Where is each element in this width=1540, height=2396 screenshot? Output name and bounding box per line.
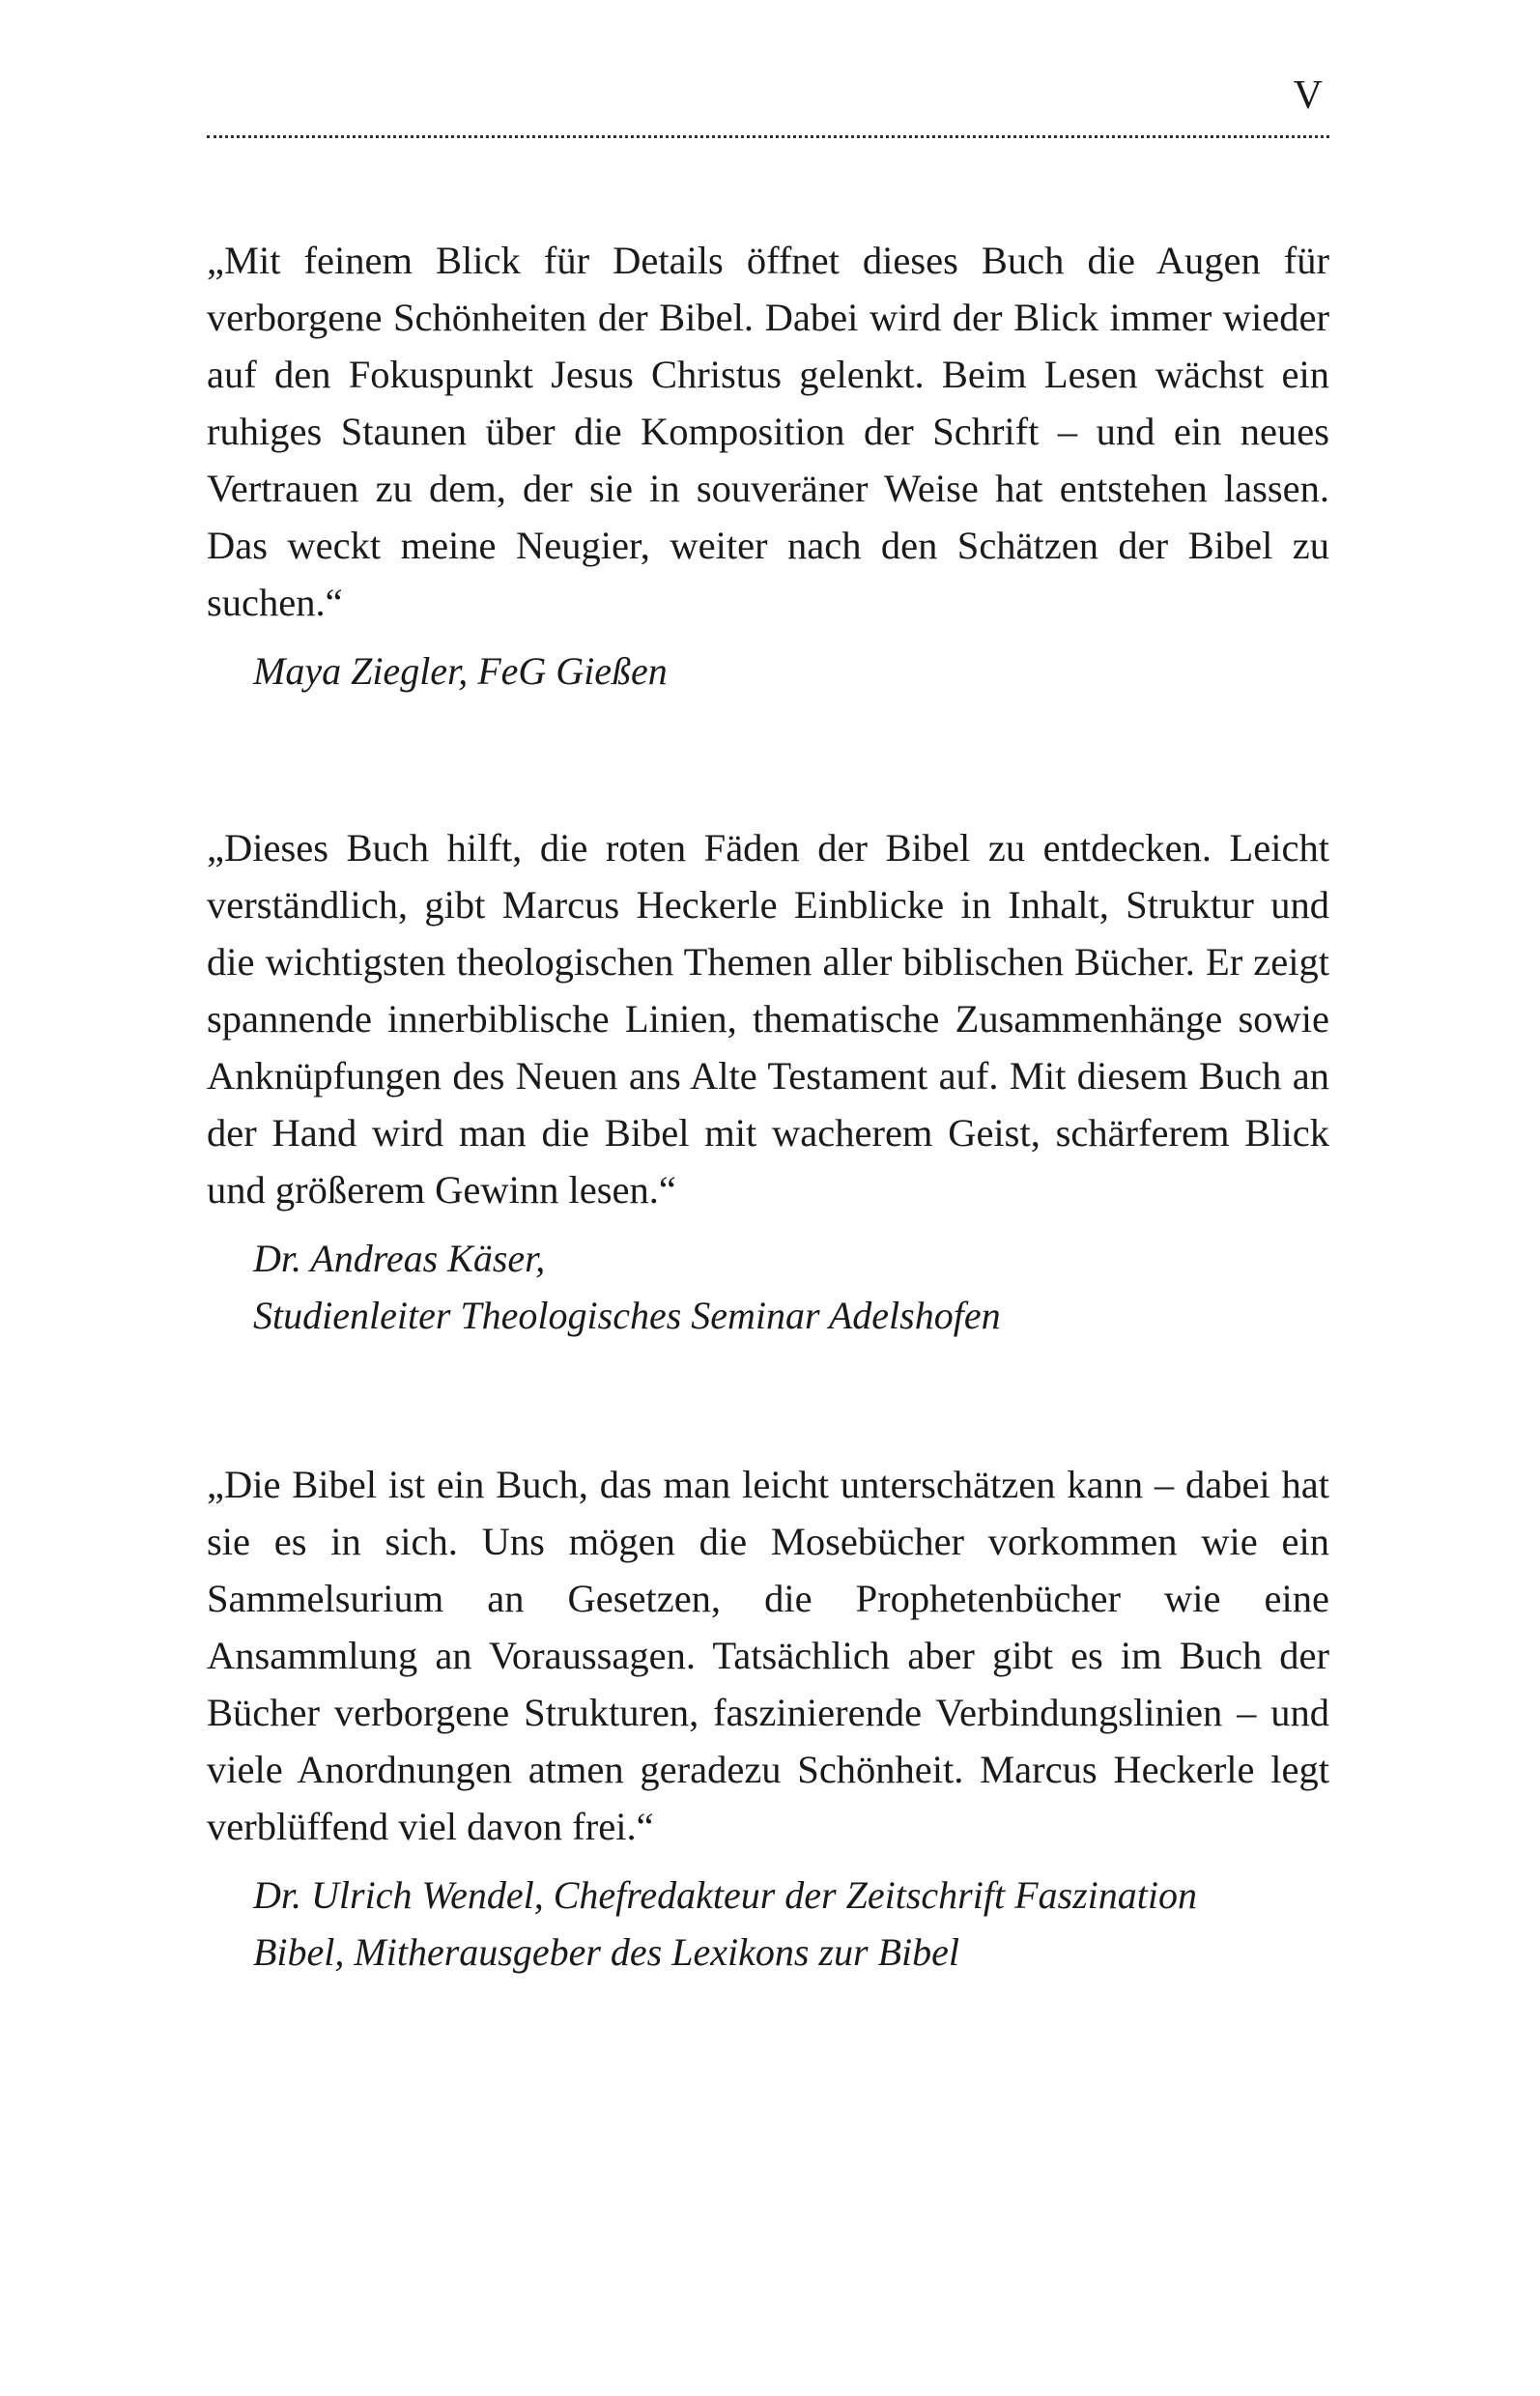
attribution-line: Dr. Ulrich Wendel, Chefredakteur der Zeitschrift Faszination xyxy=(253,1873,1197,1917)
testimonial-2 xyxy=(207,819,1329,1344)
header-dotted-rule xyxy=(207,135,1329,138)
testimonial-quote: „Dieses Buch hilft, die roten Fäden der Bibel zu entdecken. Leicht verständlich, gibt Marcus Heckerle Einblicke in Inhalt, Struktur und die wichtigsten theologischen Themen aller biblischen Bücher. Er zeigt spannende innerbiblische Linien, thematische Zusammenhänge sowie Anknüpfungen des Neuen ans Alte Testament auf. Mit diesem Buch an der Hand wird man die Bibel mit wacherem Geist, schärferem Blick und größerem Gewinn lesen.“ xyxy=(207,826,1329,1212)
testimonial-attribution xyxy=(253,1230,1329,1344)
testimonial-3 xyxy=(207,1456,1329,1981)
attribution-line: Maya Ziegler, FeG Gießen xyxy=(253,649,668,693)
attribution-line: Studienleiter Theologisches Seminar Adelshofen xyxy=(253,1294,1001,1337)
attribution-line: Dr. Andreas Käser, xyxy=(253,1237,546,1280)
page-number: V xyxy=(1293,73,1324,118)
testimonial-quote: „Die Bibel ist ein Buch, das man leicht unterschätzen kann – dabei hat sie es in sich. Uns mögen die Mosebücher vorkommen wie ein Sammelsurium an Gesetzen, die Prophetenbücher wie eine Ansammlung an Voraussagen. Tatsächlich aber gibt es im Buch der Bücher verborgene Strukturen, faszinierende Verbindungslinien – und viele Anordnungen atmen geradezu Schönheit. Marcus Heckerle legt verblüffend viel davon frei.“ xyxy=(207,1463,1329,1848)
testimonial-quote: „Mit feinem Blick für Details öffnet dieses Buch die Augen für verborgene Schönheiten der Bibel. Dabei wird der Blick immer wieder auf den Fokuspunkt Jesus Christus gelenkt. Beim Lesen wächst ein ruhiges Staunen über die Komposition der Schrift – und ein neues Vertrauen zu dem, der sie in souveräner Weise hat entstehen lassen. Das weckt meine Neugier, weiter nach den Schätzen der Bibel zu suchen.“ xyxy=(207,239,1329,624)
testimonial-1 xyxy=(207,232,1329,699)
testimonials-section xyxy=(207,232,1329,1981)
testimonial-attribution xyxy=(253,642,1329,699)
attribution-line: Bibel, Mitherausgeber des Lexikons zur Bibel xyxy=(253,1930,959,1974)
testimonial-attribution xyxy=(253,1867,1329,1981)
